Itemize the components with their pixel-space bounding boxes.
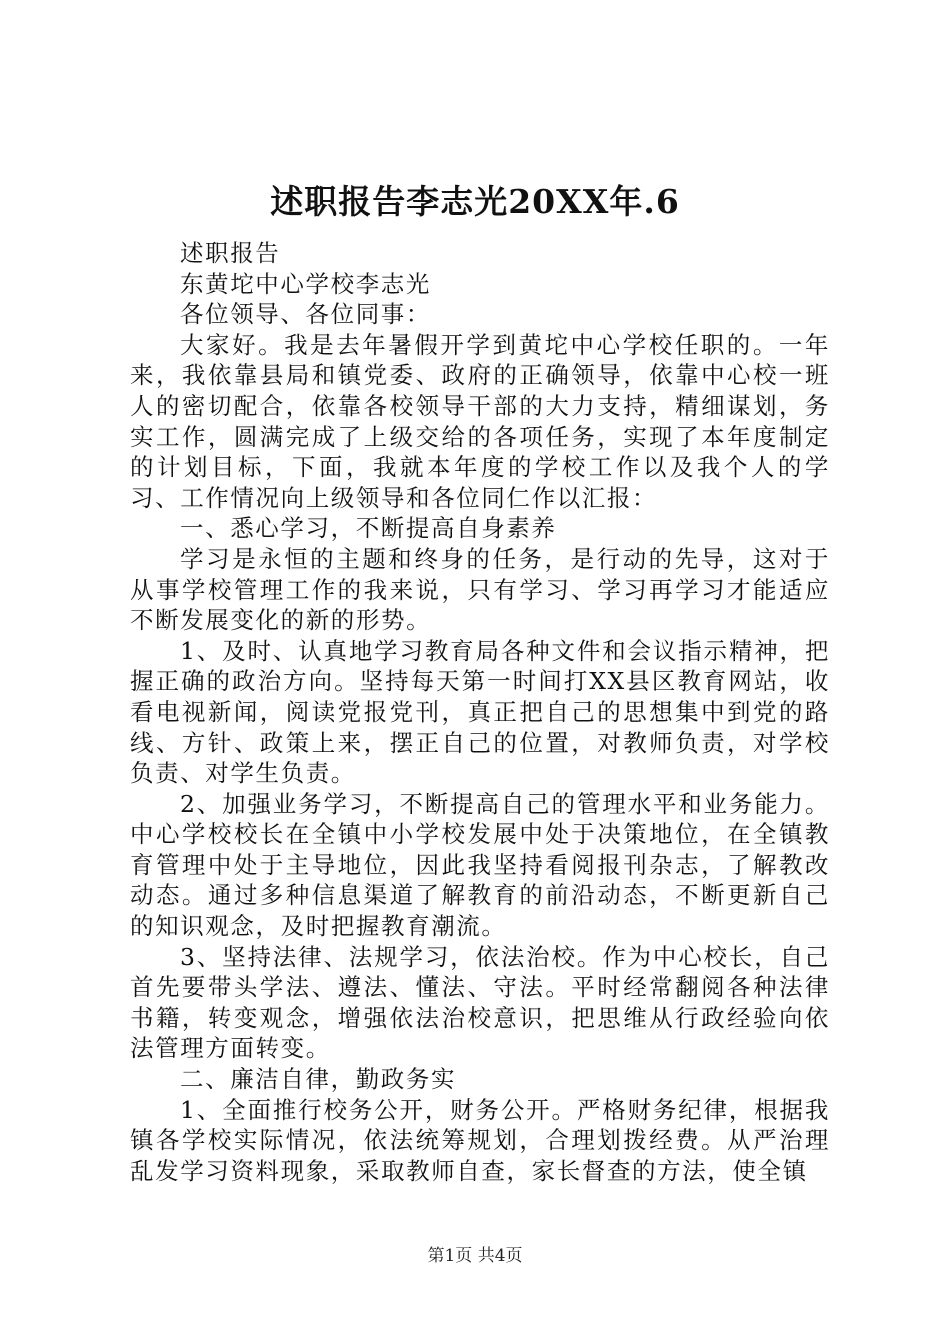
- paragraph: 1、全面推行校务公开，财务公开。严格财务纪律，根据我镇各学校实际情况，依法统筹规划，合理划拨经费。从严治理乱发学习资料现象，采取教师自查，家长督查的方法，使全镇: [130, 1095, 830, 1185]
- paragraph-intro: 大家好。我是去年暑假开学到黄坨中心学校任职的。一年来，我依靠县局和镇党委、政府的正确领导，依靠中心校一班人的密切配合，依靠各校领导干部的大力支持，精细谋划，务实工作，圆满完成了上级交给的各项任务，实现了本年度制定的计划目标，下面，我就本年度的学校工作以及我个人的学习、工作情况向上级领导和各位同仁作以汇报：: [130, 330, 830, 512]
- document-body: [130, 238, 830, 1186]
- section-heading-2: 二、廉洁自律，勤政务实: [180, 1065, 457, 1094]
- paragraph-salutation: 各位领导、各位同事：: [180, 300, 431, 329]
- paragraph: 3、坚持法律、法规学习，依法治校。作为中心校长，自己首先要带头学法、遵法、懂法、守法。平时经常翻阅各种法律书籍，转变观念，增强依法治校意识，把思维从行政经验向依法管理方面转变。: [130, 942, 830, 1063]
- page-number: 第1页 共4页: [427, 1246, 523, 1266]
- paragraph: 1、及时、认真地学习教育局各种文件和会议指示精神，把握正确的政治方向。坚持每天第一时间打XX县区教育网站，收看电视新闻，阅读党报党刊，真正把自己的思想集中到党的路线、方针、政策上来，摆正自己的位置，对教师负责，对学校负责、对学生负责。: [130, 636, 830, 788]
- section-heading-1: 一、悉心学习，不断提高自身素养: [180, 514, 557, 543]
- paragraph: 2、加强业务学习，不断提高自己的管理水平和业务能力。中心学校校长在全镇中小学校发展中处于决策地位，在全镇教育管理中处于主导地位，因此我坚持看阅报刊杂志，了解教改动态。通过多种信息渠道了解教育的前沿动态，不断更新自己的知识观念，及时把握教育潮流。: [130, 789, 830, 941]
- paragraph-author: 东黄坨中心学校李志光: [180, 269, 431, 298]
- document-title: 述职报告李志光20XX年.6: [270, 182, 680, 221]
- paragraph-heading: 述职报告: [180, 239, 281, 267]
- paragraph: 学习是永恒的主题和终身的任务，是行动的先导，这对于从事学校管理工作的我来说，只有学习、学习再学习才能适应不断发展变化的新的形势。: [130, 544, 830, 635]
